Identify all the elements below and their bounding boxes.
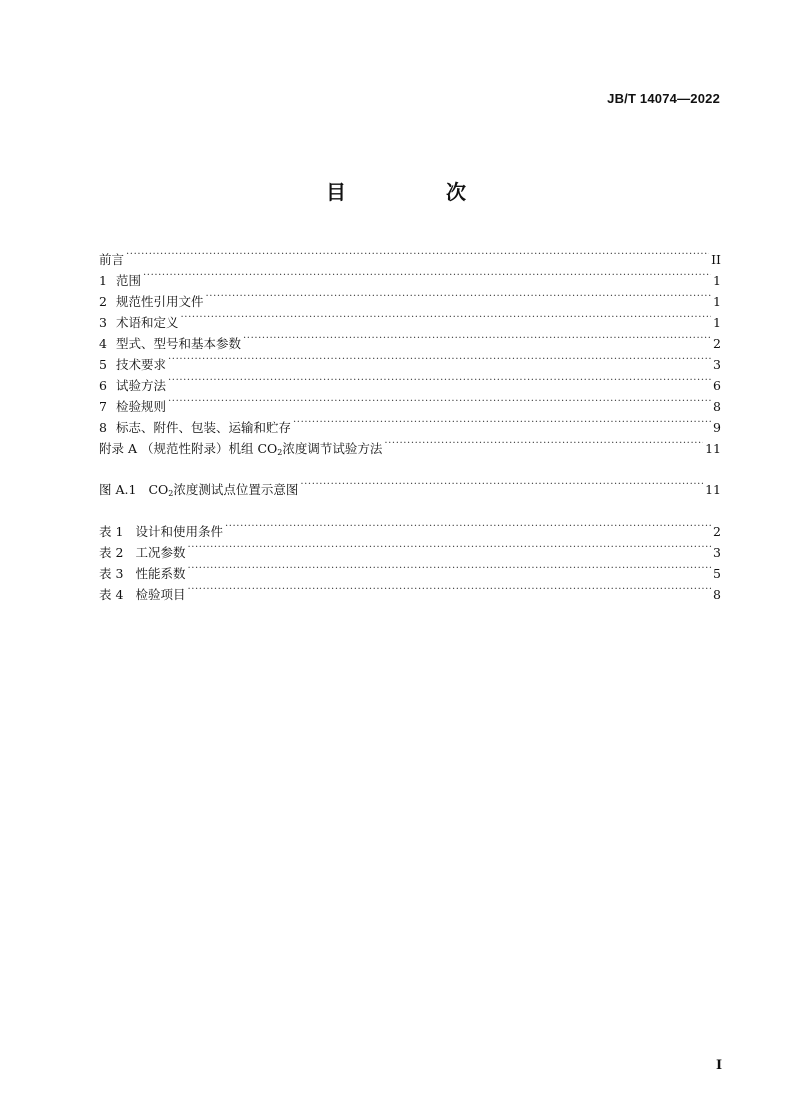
label-suffix: 浓度调节试验方法 xyxy=(282,441,383,456)
page-number: I xyxy=(716,1058,723,1073)
toc-entry-number: 7 xyxy=(99,399,107,414)
toc-table-number: 表 3 xyxy=(99,566,124,581)
toc-title: 目 次 xyxy=(326,180,506,204)
dot-leader xyxy=(187,536,711,557)
dot-leader xyxy=(187,578,711,599)
toc-entry-label: 前言 xyxy=(99,252,125,267)
toc-entry-scope[interactable] xyxy=(99,264,721,288)
toc-entry-page: 8 xyxy=(713,399,721,414)
toc-main-list xyxy=(99,243,721,457)
toc-table-4[interactable] xyxy=(99,578,721,602)
toc-figure-a1[interactable] xyxy=(99,473,721,498)
toc-entry-page: 1 xyxy=(713,273,721,288)
toc-entry-label: 试验方法 xyxy=(116,378,167,393)
toc-figure-list xyxy=(99,473,721,498)
toc-entry-label: 技术要求 xyxy=(116,357,167,372)
toc-entry-marking[interactable] xyxy=(99,411,721,435)
toc-entry-number: 4 xyxy=(99,336,107,351)
dot-leader xyxy=(181,306,712,327)
toc-entry-number: 6 xyxy=(99,378,107,393)
toc-entry-label xyxy=(99,438,382,459)
toc-entry-page: 6 xyxy=(713,378,721,393)
label-suffix: 浓度测试点位置示意图 xyxy=(173,482,299,497)
toc-entry-number: 5 xyxy=(99,357,107,372)
toc-entry-inspection-rules[interactable] xyxy=(99,390,721,414)
toc-entry-label: 规范性引用文件 xyxy=(116,294,204,309)
toc-entry-number: 1 xyxy=(99,273,107,288)
toc-entry-page: 2 xyxy=(713,336,721,351)
toc-table-label: 性能系数 xyxy=(135,566,186,581)
toc-entry-label: 型式、型号和基本参数 xyxy=(116,336,242,351)
label-subscript: 2 xyxy=(168,489,174,498)
label-subscript: 2 xyxy=(277,448,283,457)
toc-entry-page: 1 xyxy=(713,315,721,330)
toc-table-1[interactable] xyxy=(99,515,721,539)
toc-table-label: 检验项目 xyxy=(135,587,186,602)
toc-figure-page: 11 xyxy=(705,482,721,497)
toc-table-page: 5 xyxy=(713,566,721,581)
toc-figure-label xyxy=(148,479,298,500)
dot-leader xyxy=(384,432,703,453)
toc-entry-label: 检验规则 xyxy=(116,399,167,414)
toc-table-list xyxy=(99,515,721,602)
toc-entry-requirements[interactable] xyxy=(99,348,721,372)
toc-table-3[interactable] xyxy=(99,557,721,581)
toc-entry-page: 1 xyxy=(713,294,721,309)
dot-leader xyxy=(206,285,712,306)
toc-entry-page: 3 xyxy=(713,357,721,372)
dot-leader xyxy=(293,411,711,432)
toc-table-page: 2 xyxy=(713,524,721,539)
toc-table-number: 表 2 xyxy=(99,545,124,560)
toc-entry-test-methods[interactable] xyxy=(99,369,721,393)
toc-table-2[interactable] xyxy=(99,536,721,560)
toc-entry-label: 范围 xyxy=(116,273,142,288)
dot-leader xyxy=(168,348,711,369)
dot-leader xyxy=(143,264,711,285)
toc-table-label: 设计和使用条件 xyxy=(135,524,223,539)
toc-table-label: 工况参数 xyxy=(135,545,186,560)
toc-entry-number: 3 xyxy=(99,315,107,330)
toc-entry-page: 9 xyxy=(713,420,721,435)
dot-leader xyxy=(300,473,703,494)
toc-entry-normative-references[interactable] xyxy=(99,285,721,309)
toc-entry-page: II xyxy=(711,252,721,267)
toc-table-page: 3 xyxy=(713,545,721,560)
label-prefix: 附录 A （规范性附录）机组 CO xyxy=(99,441,278,456)
dot-leader xyxy=(168,369,711,390)
label-prefix: CO xyxy=(148,482,169,497)
toc-entry-number: 8 xyxy=(99,420,107,435)
dot-leader xyxy=(243,327,711,348)
toc-table-number: 表 4 xyxy=(99,587,124,602)
toc-figure-number: 图 A.1 xyxy=(99,482,137,497)
toc-entry-page: 11 xyxy=(705,441,721,456)
toc-entry-label: 术语和定义 xyxy=(116,315,179,330)
toc-entry-number: 2 xyxy=(99,294,107,309)
standard-code: JB/T 14074—2022 xyxy=(607,91,720,106)
toc-table-number: 表 1 xyxy=(99,524,124,539)
dot-leader xyxy=(225,515,711,536)
dot-leader xyxy=(168,390,711,411)
toc-entry-terms[interactable] xyxy=(99,306,721,330)
toc-entry-label: 标志、附件、包装、运输和贮存 xyxy=(116,420,292,435)
toc-entry-foreword[interactable] xyxy=(99,243,721,267)
toc-entry-types[interactable] xyxy=(99,327,721,351)
toc-table-page: 8 xyxy=(713,587,721,602)
dot-leader xyxy=(187,557,711,578)
dot-leader xyxy=(126,243,709,264)
